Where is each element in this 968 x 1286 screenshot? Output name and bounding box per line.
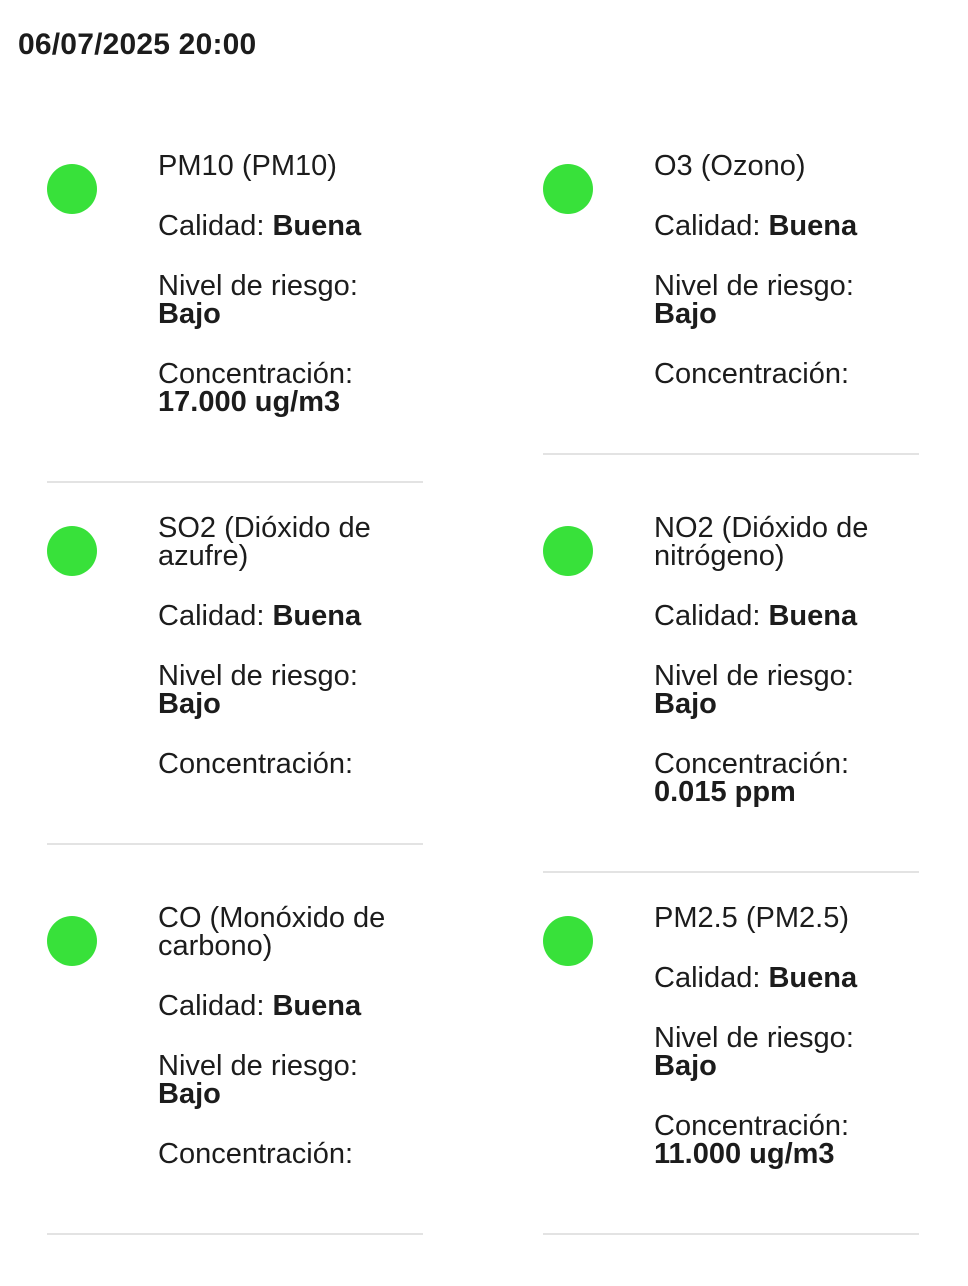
- concentration-row: [158, 1140, 418, 1168]
- concentration-label: Concentración:: [158, 748, 354, 780]
- pollutant-name: O3 (Ozono): [654, 150, 806, 182]
- risk-label: Nivel de riesgo:: [158, 270, 358, 302]
- quality-label: Calidad:: [654, 962, 761, 994]
- quality-row: [158, 602, 418, 630]
- quality-value: Buena: [768, 962, 858, 994]
- risk-row: [654, 1024, 914, 1080]
- quality-row: [654, 964, 914, 992]
- quality-value: Buena: [272, 990, 362, 1022]
- concentration-row: [654, 360, 914, 388]
- pollutant-name: PM10 (PM10): [158, 150, 337, 182]
- risk-label: Nivel de riesgo:: [654, 660, 854, 692]
- pollutant-card-so2: [47, 514, 423, 845]
- risk-value: Bajo: [158, 298, 221, 330]
- pollutant-card-no2: [543, 514, 919, 873]
- risk-label: Nivel de riesgo:: [158, 1050, 358, 1082]
- risk-value: Bajo: [158, 1078, 221, 1110]
- quality-label: Calidad:: [654, 600, 761, 632]
- concentration-row: [158, 750, 418, 778]
- quality-label: Calidad:: [158, 210, 265, 242]
- risk-row: [158, 1052, 418, 1108]
- concentration-row: [158, 360, 418, 416]
- quality-label: Calidad:: [158, 990, 265, 1022]
- pollutant-card-pm10: [47, 152, 423, 483]
- pollutant-card-o3: [543, 152, 919, 455]
- quality-label: Calidad:: [654, 210, 761, 242]
- concentration-value: 17.000 ug/m3: [158, 386, 341, 418]
- pollutant-name: NO2 (Dióxido de nitrógeno): [654, 512, 869, 572]
- quality-row: [158, 992, 418, 1020]
- concentration-value: 0.015 ppm: [654, 776, 796, 808]
- risk-value: Bajo: [654, 1050, 717, 1082]
- risk-value: Bajo: [654, 688, 717, 720]
- pollutant-name: SO2 (Dióxido de azufre): [158, 512, 371, 572]
- status-dot-icon: [543, 164, 593, 214]
- concentration-value: 11.000 ug/m3: [654, 1138, 835, 1170]
- risk-value: Bajo: [654, 298, 717, 330]
- concentration-row: [654, 1112, 914, 1168]
- status-dot-icon: [47, 916, 97, 966]
- risk-row: [654, 662, 914, 718]
- risk-label: Nivel de riesgo:: [654, 270, 854, 302]
- risk-label: Nivel de riesgo:: [158, 660, 358, 692]
- quality-value: Buena: [272, 210, 362, 242]
- pollutant-name: CO (Monóxido de carbono): [158, 902, 386, 962]
- risk-row: [158, 272, 418, 328]
- quality-value: Buena: [768, 600, 858, 632]
- risk-label: Nivel de riesgo:: [654, 1022, 854, 1054]
- quality-label: Calidad:: [158, 600, 265, 632]
- quality-value: Buena: [768, 210, 858, 242]
- concentration-row: [654, 750, 914, 806]
- quality-row: [158, 212, 418, 240]
- risk-row: [158, 662, 418, 718]
- quality-row: [654, 602, 914, 630]
- pollutant-card-pm25: [543, 904, 919, 1235]
- concentration-label: Concentración:: [654, 1110, 850, 1142]
- concentration-label: Concentración:: [654, 748, 850, 780]
- status-dot-icon: [543, 526, 593, 576]
- concentration-label: Concentración:: [158, 358, 354, 390]
- timestamp: 06/07/2025 20:00: [18, 28, 257, 61]
- risk-value: Bajo: [158, 688, 221, 720]
- pollutant-name: PM2.5 (PM2.5): [654, 902, 849, 934]
- concentration-label: Concentración:: [654, 358, 850, 390]
- status-dot-icon: [47, 164, 97, 214]
- pollutant-card-co: [47, 904, 423, 1235]
- status-dot-icon: [543, 916, 593, 966]
- risk-row: [654, 272, 914, 328]
- quality-row: [654, 212, 914, 240]
- status-dot-icon: [47, 526, 97, 576]
- quality-value: Buena: [272, 600, 362, 632]
- concentration-label: Concentración:: [158, 1138, 354, 1170]
